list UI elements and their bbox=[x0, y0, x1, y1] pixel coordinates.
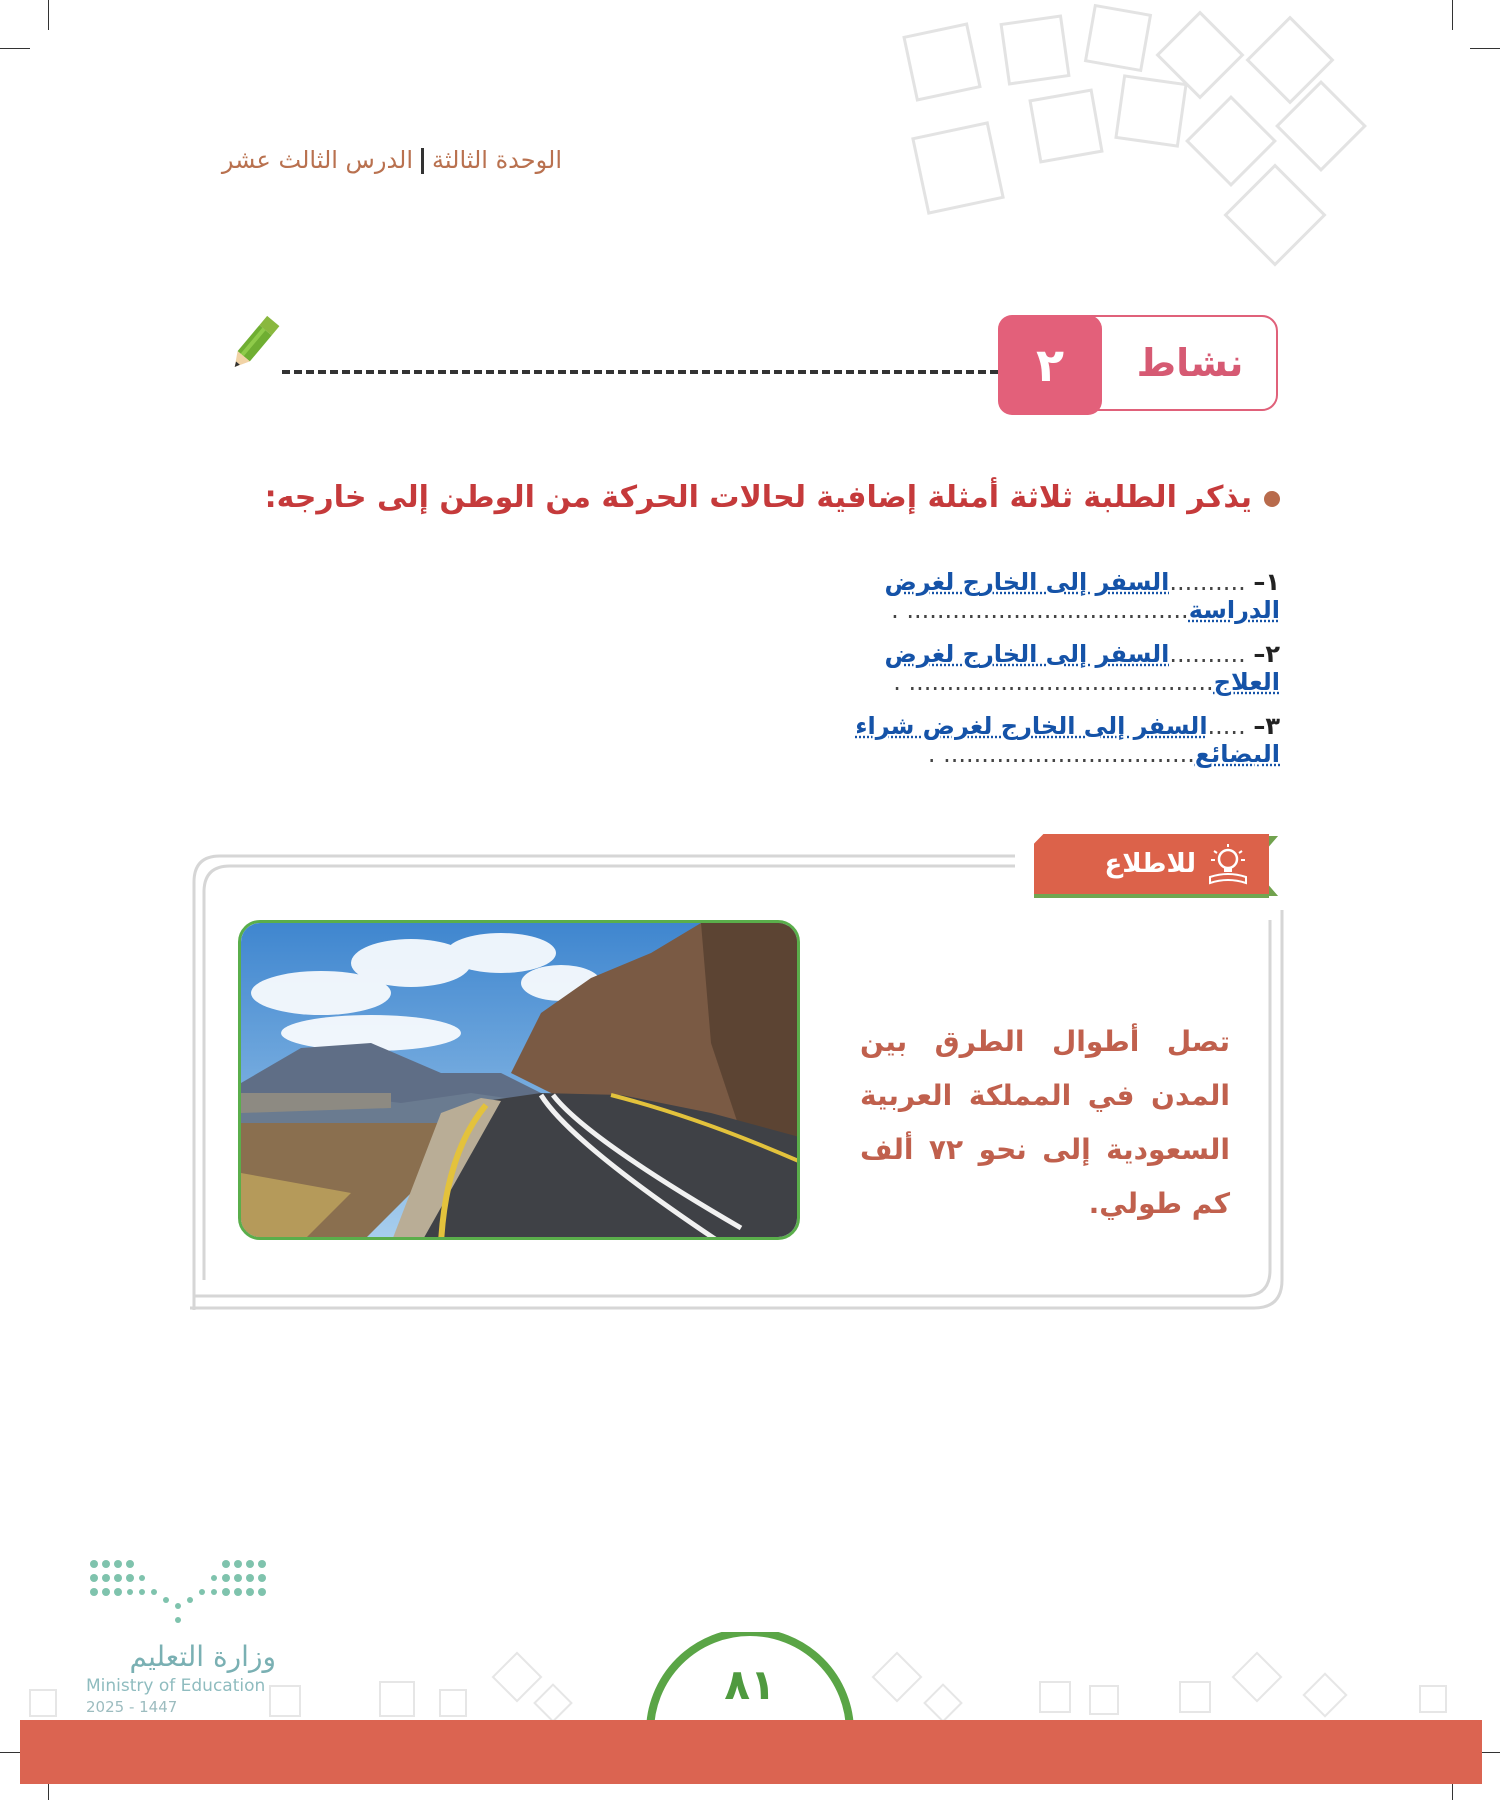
info-paragraph: تصل أطوال الطرق بين المدن في المملكة العربية السعودية إلى نحو ٧٢ ألف كم طولي. bbox=[860, 1025, 1230, 1220]
dotted-line: ........................................ . bbox=[893, 668, 1214, 696]
question-text: يذكر الطلبة ثلاثة أمثلة إضافية لحالات الحركة من الوطن إلى خارجه: bbox=[264, 480, 1252, 515]
ministry-name-arabic: وزارة التعليم bbox=[129, 1640, 276, 1673]
crop-mark bbox=[48, 0, 49, 30]
ministry-logo-icon bbox=[86, 1556, 272, 1630]
decorative-pattern bbox=[880, 0, 1440, 280]
bullet-dot bbox=[1264, 491, 1280, 507]
crop-mark bbox=[0, 48, 30, 49]
pencil-icon bbox=[222, 312, 286, 376]
info-tag-label bbox=[1044, 834, 1264, 894]
ministry-year: 2025 - 1447 bbox=[86, 1698, 178, 1716]
answer-number: ٣– bbox=[1253, 712, 1280, 740]
answer-line-2 bbox=[580, 640, 1280, 696]
unit-title: الوحدة الثالثة bbox=[432, 146, 562, 174]
activity-question bbox=[240, 480, 1280, 515]
answer-text: السفر إلى الخارج لغرض شراء البضائع bbox=[855, 712, 1280, 768]
page-number: ٨١ bbox=[724, 1660, 776, 1709]
answer-text: السفر إلى الخارج لغرض الدراسة bbox=[884, 568, 1280, 624]
dotted-line: ..... bbox=[1207, 712, 1246, 740]
dotted-line: ..................................... . bbox=[891, 596, 1189, 624]
crop-mark bbox=[1470, 48, 1500, 49]
activity-label: نشاط bbox=[1136, 341, 1244, 385]
activity-number: ٢ bbox=[998, 315, 1102, 415]
lightbulb-book-icon bbox=[1206, 843, 1250, 885]
answer-text: السفر إلى الخارج لغرض العلاج bbox=[884, 640, 1280, 696]
dotted-line: ................................. . bbox=[927, 740, 1195, 768]
info-tag-text: للاطلاع bbox=[1104, 849, 1196, 879]
lesson-title: الدرس الثالث عشر bbox=[221, 146, 414, 174]
answer-line-3 bbox=[580, 712, 1280, 768]
dotted-line: .......... bbox=[1169, 568, 1246, 596]
crop-mark bbox=[1452, 0, 1453, 30]
ministry-name-english: Ministry of Education bbox=[86, 1676, 266, 1696]
activity-dashed-line bbox=[282, 370, 998, 374]
answer-number: ٢– bbox=[1253, 640, 1280, 668]
footer-bar bbox=[20, 1720, 1482, 1784]
mountain-road-photo bbox=[238, 920, 800, 1240]
answer-line-1 bbox=[580, 568, 1280, 624]
unit-lesson-header bbox=[150, 146, 562, 174]
answer-number: ١– bbox=[1253, 568, 1280, 596]
header-divider bbox=[421, 148, 424, 174]
dotted-line: .......... bbox=[1169, 640, 1246, 668]
